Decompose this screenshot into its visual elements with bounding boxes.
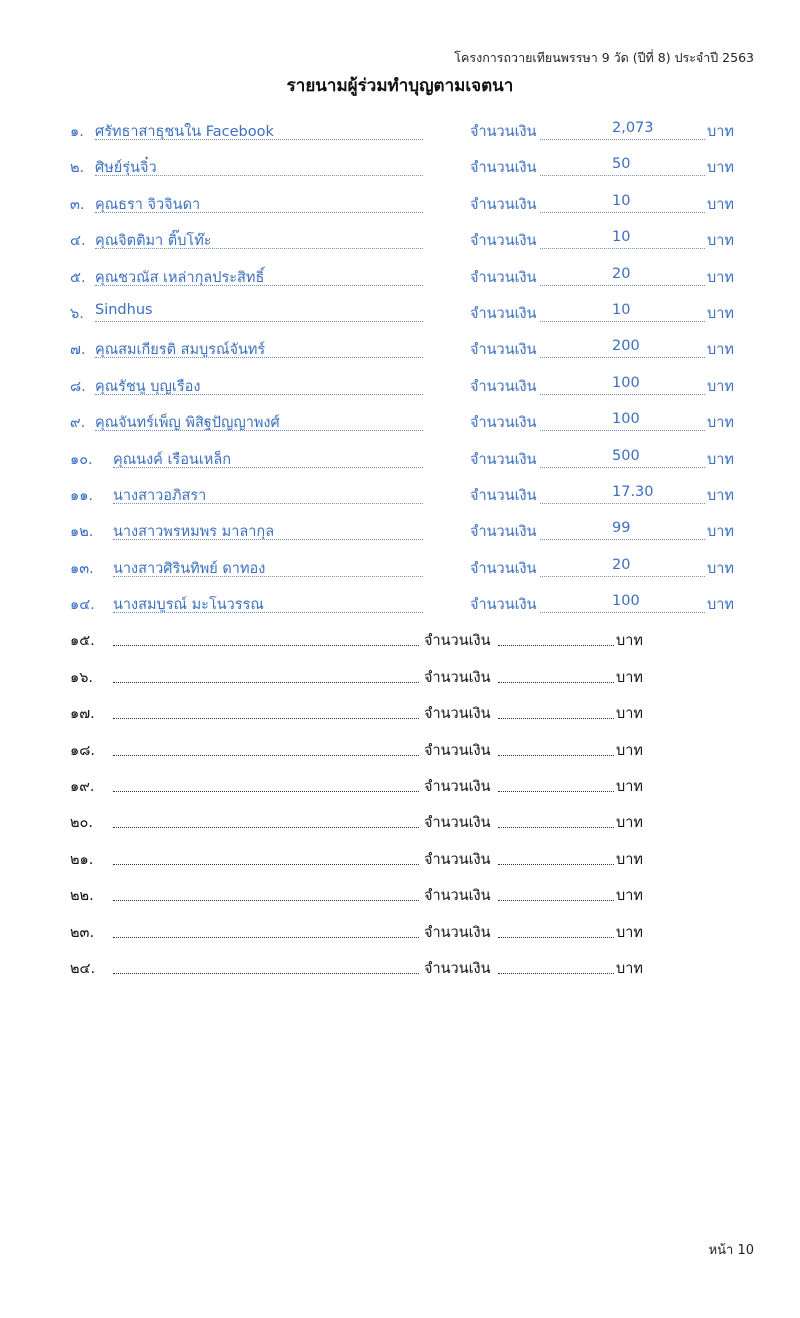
row-number: ๑๒. [70, 524, 94, 541]
row-number: ๙. [70, 415, 86, 432]
currency-unit: บาท [707, 196, 734, 213]
currency-unit: บาท [616, 633, 643, 650]
blank-row [0, 696, 800, 732]
donation-amount: 10 [540, 229, 705, 249]
currency-unit: บาท [616, 851, 643, 868]
amount-label: จำนวนเงิน [470, 269, 537, 286]
donor-name: คุณนงค์ เรือนเหล็ก [113, 448, 423, 468]
currency-unit: บาท [616, 960, 643, 977]
row-number: ๖. [70, 305, 84, 322]
blank-row [0, 660, 800, 696]
blank-name-line [113, 783, 419, 792]
currency-unit: บาท [707, 378, 734, 395]
donor-row [0, 405, 800, 441]
row-number: ๑. [70, 124, 84, 140]
blank-name-line [113, 965, 419, 974]
blank-row [0, 842, 800, 878]
donor-name: คุณสมเกียรติ สมบูรณ์จันทร์ [95, 338, 423, 358]
blank-amount-line [498, 892, 614, 901]
donor-row [0, 442, 800, 478]
blank-amount-line [498, 674, 614, 683]
blank-name-line [113, 929, 419, 938]
donation-amount: 20 [540, 266, 705, 286]
blank-row [0, 769, 800, 805]
donor-row [0, 187, 800, 223]
currency-unit: บาท [616, 888, 643, 905]
row-number: ๑๓. [70, 560, 94, 577]
amount-label: จำนวนเงิน [424, 779, 491, 796]
donor-row [0, 296, 800, 332]
donor-row [0, 260, 800, 296]
currency-unit: บาท [707, 487, 734, 504]
currency-unit: บาท [616, 742, 643, 759]
currency-unit: บาท [707, 415, 734, 432]
row-number: ๑๙. [70, 779, 95, 796]
blank-row [0, 878, 800, 914]
donation-amount: 20 [540, 557, 705, 577]
blank-row [0, 951, 800, 987]
donation-amount: 500 [540, 448, 705, 468]
donor-name: คุณชวณัส เหล่ากุลประสิทธิ์ [95, 266, 423, 286]
donor-row [0, 514, 800, 550]
amount-label: จำนวนเงิน [470, 342, 537, 359]
donation-amount: 100 [540, 375, 705, 395]
amount-label: จำนวนเงิน [424, 633, 491, 650]
donor-row [0, 332, 800, 368]
amount-label: จำนวนเงิน [424, 706, 491, 723]
row-number: ๗. [70, 342, 86, 359]
donor-name: นางสาวศิรินทิพย์ ดาทอง [113, 557, 423, 577]
donation-amount: 100 [540, 411, 705, 431]
row-number: ๑๖. [70, 669, 94, 686]
currency-unit: บาท [616, 706, 643, 723]
blank-row [0, 805, 800, 841]
row-number: ๒๑. [70, 851, 94, 868]
amount-label: จำนวนเงิน [470, 451, 537, 468]
currency-unit: บาท [707, 233, 734, 250]
blank-amount-line [498, 637, 614, 646]
row-number: ๒๓. [70, 924, 95, 941]
donor-row [0, 114, 800, 150]
blank-name-line [113, 710, 419, 719]
currency-unit: บาท [707, 597, 734, 614]
amount-label: จำนวนเงิน [470, 378, 537, 395]
row-number: ๓. [70, 196, 85, 213]
donor-row [0, 551, 800, 587]
donor-row [0, 587, 800, 623]
amount-label: จำนวนเงิน [470, 524, 537, 541]
currency-unit: บาท [707, 524, 734, 541]
currency-unit: บาท [707, 269, 734, 286]
blank-amount-line [498, 965, 614, 974]
blank-row [0, 915, 800, 951]
amount-label: จำนวนเงิน [424, 742, 491, 759]
amount-label: จำนวนเงิน [424, 851, 491, 868]
currency-unit: บาท [707, 124, 734, 140]
blank-amount-line [498, 710, 614, 719]
donation-amount: 2,073 [540, 120, 705, 140]
donor-name: ศรัทธาสาธุชนใน Facebook [95, 120, 423, 140]
blank-name-line [113, 637, 419, 646]
donor-row [0, 369, 800, 405]
donor-name: นางสมบูรณ์ มะโนวรรณ [113, 593, 423, 613]
blank-name-line [113, 819, 419, 828]
currency-unit: บาท [707, 560, 734, 577]
blank-amount-line [498, 929, 614, 938]
donation-amount: 10 [540, 302, 705, 322]
donor-name: นางสาวอภิสรา [113, 484, 423, 504]
amount-label: จำนวนเงิน [424, 924, 491, 941]
currency-unit: บาท [707, 342, 734, 359]
donor-name: คุณจิตติมา ติ๊บโท๊ะ [95, 229, 423, 249]
donation-amount: 17.30 [540, 484, 705, 504]
blank-row [0, 623, 800, 659]
amount-label: จำนวนเงิน [470, 124, 537, 140]
blank-amount-line [498, 747, 614, 756]
amount-label: จำนวนเงิน [470, 233, 537, 250]
donor-row [0, 150, 800, 186]
currency-unit: บาท [707, 451, 734, 468]
blank-name-line [113, 856, 419, 865]
donor-name: คุณธรา จิวจินดา [95, 193, 423, 213]
amount-label: จำนวนเงิน [470, 487, 537, 504]
row-number: ๔. [70, 233, 86, 250]
blank-amount-line [498, 783, 614, 792]
row-number: ๑๑. [70, 487, 94, 504]
row-number: ๑๘. [70, 742, 95, 759]
row-number: ๑๐. [70, 451, 93, 468]
donor-row [0, 223, 800, 259]
blank-name-line [113, 747, 419, 756]
donor-list [0, 114, 800, 987]
donor-name: นางสาวพรหมพร มาลากุล [113, 520, 423, 540]
currency-unit: บาท [616, 815, 643, 832]
blank-row [0, 733, 800, 769]
donation-amount: 50 [540, 156, 705, 176]
row-number: ๕. [70, 269, 86, 286]
amount-label: จำนวนเงิน [424, 815, 491, 832]
row-number: ๑๗. [70, 706, 95, 723]
row-number: ๒๐. [70, 815, 94, 832]
amount-label: จำนวนเงิน [470, 597, 537, 614]
amount-label: จำนวนเงิน [424, 888, 491, 905]
amount-label: จำนวนเงิน [470, 196, 537, 213]
page-title: รายนามผู้ร่วมทำบุญตามเจตนา [286, 76, 514, 96]
currency-unit: บาท [616, 924, 643, 941]
currency-unit: บาท [707, 305, 734, 322]
page-number: หน้า 10 [708, 1243, 754, 1258]
currency-unit: บาท [616, 779, 643, 796]
donation-amount: 99 [540, 520, 705, 540]
blank-name-line [113, 674, 419, 683]
amount-label: จำนวนเงิน [424, 669, 491, 686]
row-number: ๘. [70, 378, 86, 395]
donor-name: คุณจันทร์เพ็ญ พิสิฐปัญญาพงศ์ [95, 411, 423, 431]
donation-amount: 10 [540, 193, 705, 213]
donation-amount: 100 [540, 593, 705, 613]
project-note: โครงการถวายเทียนพรรษา 9 วัด (ปีที่ 8) ประจำปี 2563 [454, 50, 754, 65]
donor-name: Sindhus [95, 302, 423, 322]
row-number: ๒๔. [70, 960, 96, 977]
blank-amount-line [498, 856, 614, 865]
donation-amount: 200 [540, 338, 705, 358]
amount-label: จำนวนเงิน [470, 160, 537, 177]
amount-label: จำนวนเงิน [470, 305, 537, 322]
blank-amount-line [498, 819, 614, 828]
donor-name: คุณรัชนู บุญเรือง [95, 375, 423, 395]
donor-name: ศิษย์รุ่นจิ๋ว [95, 156, 423, 176]
row-number: ๑๔. [70, 597, 95, 614]
currency-unit: บาท [707, 160, 734, 177]
row-number: ๒๒. [70, 888, 94, 905]
donor-row [0, 478, 800, 514]
currency-unit: บาท [616, 669, 643, 686]
row-number: ๑๕. [70, 633, 95, 650]
blank-name-line [113, 892, 419, 901]
amount-label: จำนวนเงิน [424, 960, 491, 977]
row-number: ๒. [70, 160, 85, 177]
amount-label: จำนวนเงิน [470, 415, 537, 432]
amount-label: จำนวนเงิน [470, 560, 537, 577]
